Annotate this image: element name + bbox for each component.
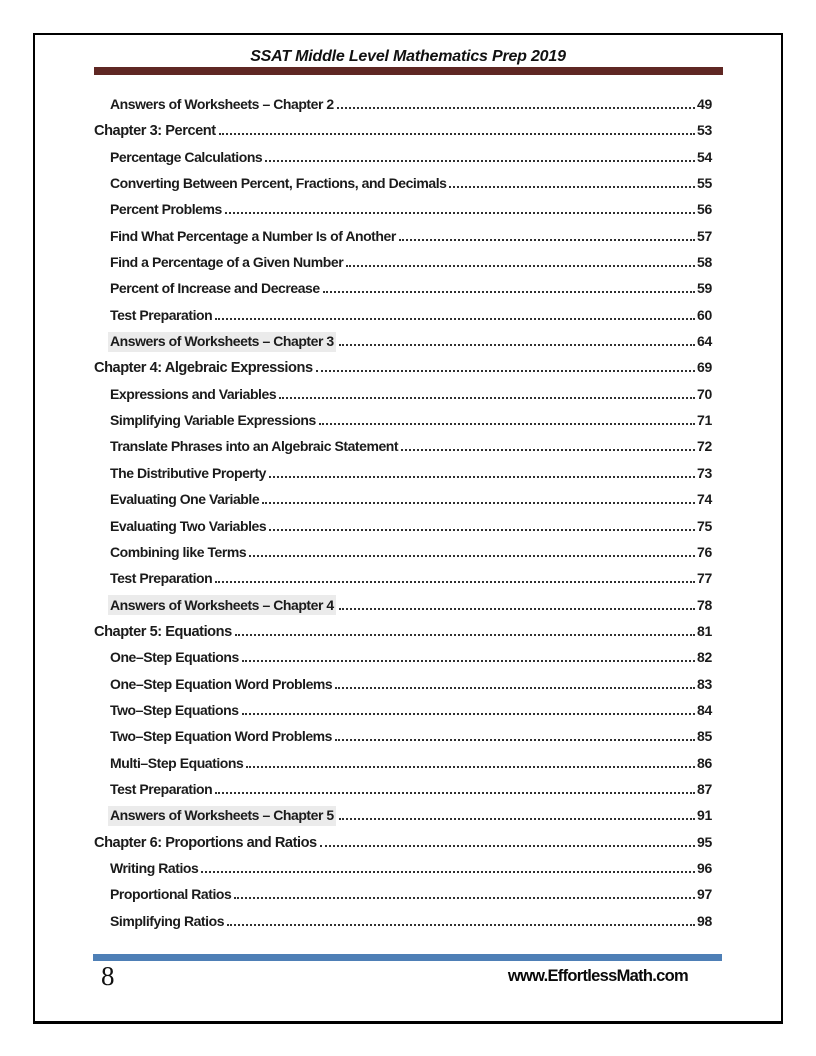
dot-leader: [335, 739, 695, 741]
toc-entry-page: 64: [697, 333, 712, 350]
dot-leader: [246, 766, 695, 768]
dot-leader: [401, 449, 695, 451]
toc-entry-label: Answers of Worksheets – Chapter 4: [108, 592, 336, 618]
toc-row: [35, 802, 781, 828]
toc-entry-label: Find a Percentage of a Given Number: [110, 254, 344, 271]
dot-leader: [215, 581, 695, 583]
header-rule: [94, 67, 723, 75]
toc-entry-page: 77: [697, 570, 712, 587]
toc-entry-page: 75: [697, 517, 712, 534]
toc-entry-page: 56: [697, 201, 712, 218]
toc-entry-label: Answers of Worksheets – Chapter 5: [108, 802, 336, 828]
dot-leader: [242, 660, 695, 662]
toc-entry-page: 55: [697, 175, 712, 192]
toc-entry-page: 85: [697, 728, 712, 745]
toc-entry-page: 57: [697, 227, 712, 244]
toc-row: [35, 460, 781, 486]
dot-leader: [320, 845, 695, 847]
toc-entry-label: Chapter 3: Percent: [94, 123, 216, 140]
toc-entry-label: Proportional Ratios: [110, 886, 232, 903]
toc-entry-label: Percent of Increase and Decrease: [110, 280, 320, 297]
footer-page-number: 8: [101, 961, 115, 991]
toc-row: [35, 223, 781, 249]
toc-entry-page: 81: [697, 622, 712, 639]
toc-entry-page: 71: [697, 412, 712, 429]
toc-entry-page: 97: [697, 886, 712, 903]
dot-leader: [279, 397, 695, 399]
toc-row: [35, 565, 781, 591]
toc-entry-page: 59: [697, 280, 712, 297]
dot-leader: [269, 529, 695, 531]
toc-row: [35, 776, 781, 802]
toc-entry-page: 96: [697, 859, 712, 876]
dot-leader: [227, 924, 695, 926]
toc-entry-page: 69: [697, 359, 712, 376]
table-of-contents: [35, 91, 781, 934]
toc-row: [35, 486, 781, 512]
toc-entry-page: 95: [697, 833, 712, 850]
toc-entry-label: Evaluating Two Variables: [110, 517, 267, 534]
toc-row: [35, 855, 781, 881]
toc-row: [35, 618, 781, 644]
toc-entry-label: Simplifying Variable Expressions: [110, 412, 316, 429]
toc-entry-label: Translate Phrases into an Algebraic Statement: [110, 438, 399, 455]
toc-entry-label: Expressions and Variables: [110, 385, 277, 402]
dot-leader: [242, 713, 695, 715]
dot-leader: [235, 634, 695, 636]
toc-row: [35, 170, 781, 196]
toc-row: [35, 750, 781, 776]
page-title: SSAT Middle Level Mathematics Prep 2019: [250, 48, 566, 65]
toc-row: [35, 723, 781, 749]
toc-row: [35, 407, 781, 433]
dot-leader: [319, 423, 695, 425]
toc-row: [35, 433, 781, 459]
toc-entry-label: Chapter 6: Proportions and Ratios: [94, 834, 317, 851]
toc-row: [35, 144, 781, 170]
toc-entry-label: Test Preparation: [110, 306, 213, 323]
toc-entry-label: Test Preparation: [110, 780, 213, 797]
toc-entry-page: 74: [697, 491, 712, 508]
toc-entry-label: Two–Step Equations: [110, 701, 239, 718]
toc-entry-page: 78: [697, 596, 712, 613]
toc-entry-label: Chapter 5: Equations: [94, 623, 232, 640]
toc-entry-page: 87: [697, 780, 712, 797]
toc-row: [35, 275, 781, 301]
dot-leader: [215, 792, 695, 794]
toc-entry-label: Test Preparation: [110, 570, 213, 587]
dot-leader: [449, 186, 695, 188]
toc-entry-page: 86: [697, 754, 712, 771]
dot-leader: [262, 502, 695, 504]
toc-entry-page: 73: [697, 464, 712, 481]
dot-leader: [265, 160, 695, 162]
toc-entry-label: Chapter 4: Algebraic Expressions: [94, 360, 313, 377]
dot-leader: [346, 265, 695, 267]
toc-row: [35, 249, 781, 275]
toc-entry-label: One–Step Equation Word Problems: [110, 675, 333, 692]
toc-entry-page: 91: [697, 807, 712, 824]
toc-entry-label: The Distributive Property: [110, 464, 267, 481]
dot-leader: [215, 318, 695, 320]
toc-entry-page: 54: [697, 148, 712, 165]
toc-entry-label: Percent Problems: [110, 201, 222, 218]
toc-entry-label: One–Step Equations: [110, 649, 239, 666]
dot-leader: [323, 291, 695, 293]
toc-row: [35, 592, 781, 618]
toc-entry-label: Combining like Terms: [110, 543, 247, 560]
footer-rule: [93, 954, 722, 961]
toc-entry-page: 58: [697, 254, 712, 271]
dot-leader: [339, 344, 695, 346]
footer-website: www.EffortlessMath.com: [507, 967, 688, 985]
toc-entry-page: 76: [697, 543, 712, 560]
toc-row: [35, 539, 781, 565]
toc-row: [35, 513, 781, 539]
dot-leader: [399, 239, 695, 241]
dot-leader: [339, 818, 695, 820]
dot-leader: [219, 133, 695, 135]
toc-row: [35, 829, 781, 855]
dot-leader: [339, 608, 695, 610]
dot-leader: [337, 107, 695, 109]
toc-entry-page: 70: [697, 385, 712, 402]
toc-row: [35, 302, 781, 328]
toc-row: [35, 328, 781, 354]
dot-leader: [269, 476, 695, 478]
toc-row: [35, 881, 781, 907]
toc-entry-page: 98: [697, 912, 712, 929]
toc-entry-page: 84: [697, 701, 712, 718]
toc-entry-label: Find What Percentage a Number Is of Another: [110, 227, 396, 244]
toc-entry-label: Simplifying Ratios: [110, 912, 225, 929]
toc-entry-label: Multi–Step Equations: [110, 754, 244, 771]
dot-leader: [234, 897, 695, 899]
toc-entry-label: Percentage Calculations: [110, 148, 263, 165]
toc-row: [35, 117, 781, 143]
toc-row: [35, 354, 781, 380]
toc-row: [35, 644, 781, 670]
dot-leader: [249, 555, 695, 557]
toc-row: [35, 908, 781, 934]
toc-entry-page: 83: [697, 675, 712, 692]
toc-row: [35, 91, 781, 117]
toc-entry-page: 60: [697, 306, 712, 323]
toc-entry-label: Evaluating One Variable: [110, 491, 260, 508]
toc-entry-label: Converting Between Percent, Fractions, and Decimals: [110, 175, 447, 192]
dot-leader: [316, 370, 695, 372]
toc-entry-page: 82: [697, 649, 712, 666]
toc-row: [35, 671, 781, 697]
dot-leader: [225, 212, 695, 214]
dot-leader: [201, 871, 695, 873]
toc-entry-label: Answers of Worksheets – Chapter 2: [110, 96, 334, 112]
toc-entry-label: Answers of Worksheets – Chapter 3: [108, 328, 336, 354]
toc-entry-page: 49: [697, 96, 712, 112]
dot-leader: [335, 687, 695, 689]
toc-entry-page: 53: [697, 122, 712, 139]
toc-row: [35, 381, 781, 407]
toc-row: [35, 196, 781, 222]
toc-entry-label: Writing Ratios: [110, 859, 199, 876]
toc-row: [35, 697, 781, 723]
toc-entry-page: 72: [697, 438, 712, 455]
toc-entry-label: Two–Step Equation Word Problems: [110, 728, 332, 745]
